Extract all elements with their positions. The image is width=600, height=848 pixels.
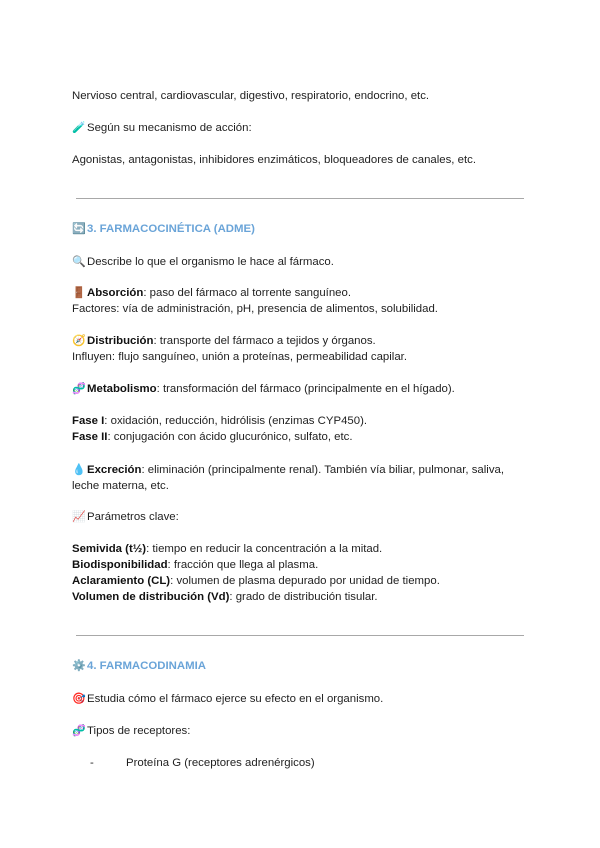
test-tube-icon: 🧪 — [72, 122, 86, 134]
magnifier-icon: 🔍 — [72, 256, 86, 268]
divider — [76, 198, 524, 199]
params-label: 📈Parámetros clave: — [72, 511, 179, 523]
gear-icon: ⚙️ — [72, 660, 86, 672]
pk-intro: 🔍Describe lo que el organismo le hace al fármaco. — [72, 256, 334, 268]
dna-icon: 🧬 — [72, 725, 86, 737]
dash-bullet: - — [90, 757, 94, 769]
phase1-line: Fase I: oxidación, reducción, hidrólisis (enzimas CYP450). — [72, 415, 368, 427]
target-icon: 🎯 — [72, 693, 86, 705]
refresh-icon: 🔄 — [72, 223, 86, 235]
mechanism-text: Agonistas, antagonistas, inhibidores enzimáticos, bloqueadores de canales, etc. — [72, 154, 476, 166]
metabolism-line: 🧬Metabolismo: transformación del fármaco (principalmente en el hígado). — [72, 383, 455, 395]
pk-heading: 🔄3. FARMACOCINÉTICA (ADME) — [72, 223, 255, 235]
phase2-line: Fase II: conjugación con ácido glucurónico, sulfato, etc. — [72, 431, 353, 443]
dna-icon: 🧬 — [72, 383, 86, 395]
param-row: Biodisponibilidad: fracción que llega al plasma. — [72, 559, 319, 571]
pd-heading: ⚙️4. FARMACODINAMIA — [72, 660, 206, 672]
absorption-factors: Factores: vía de administración, pH, presencia de alimentos, solubilidad. — [72, 303, 438, 315]
divider — [76, 635, 524, 636]
absorption-line: 🚪Absorción: paso del fármaco al torrente sanguíneo. — [72, 287, 352, 299]
distribution-line: 🧭Distribución: transporte del fármaco a tejidos y órganos. — [72, 335, 376, 347]
receptors-label: 🧬Tipos de receptores: — [72, 725, 191, 737]
compass-icon: 🧭 — [72, 335, 86, 347]
list-item: - Proteína G (receptores adrenérgicos) — [72, 756, 315, 770]
distribution-influence: Influyen: flujo sanguíneo, unión a proteínas, permeabilidad capilar. — [72, 351, 407, 363]
param-row: Semivida (t½): tiempo en reducir la concentración a la mitad. — [72, 543, 383, 555]
chart-up-icon: 📈 — [72, 511, 86, 523]
mechanism-label: 🧪Según su mecanismo de acción: — [72, 122, 252, 134]
param-row: Volumen de distribución (Vd): grado de distribución tisular. — [72, 591, 378, 603]
excretion-line: 💧Excreción: eliminación (principalmente renal). También vía biliar, pulmonar, saliva, leche materna, etc. — [72, 464, 505, 492]
param-row: Aclaramiento (CL): volumen de plasma depurado por unidad de tiempo. — [72, 575, 440, 587]
pd-intro: 🎯Estudia cómo el fármaco ejerce su efecto en el organismo. — [72, 693, 384, 705]
droplet-icon: 💧 — [72, 464, 86, 476]
organ-systems-text: Nervioso central, cardiovascular, digestivo, respiratorio, endocrino, etc. — [72, 90, 430, 102]
door-icon: 🚪 — [72, 287, 86, 299]
